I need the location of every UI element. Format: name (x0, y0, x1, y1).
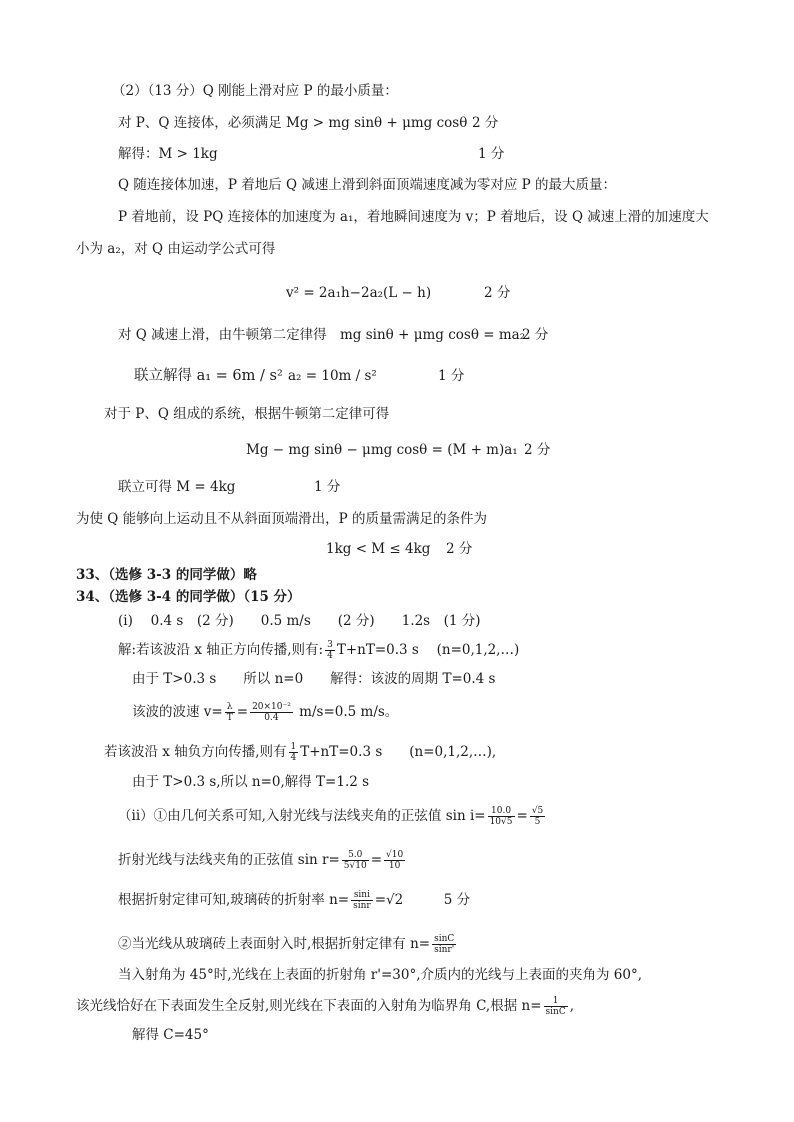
sin-i-line: （ii）①由几何关系可知,入射光线与法线夹角的正弦值 sin i= $\frac{10.0}{10√5}$ = $\frac{√5}{5}$ (118, 806, 544, 827)
fraction-n-ratio: $\frac{\sin i}{\sin r}$ (353, 890, 371, 911)
upper-surface-label: ②当光线从玻璃砖上表面射入时,根据折射定律有 n= (118, 936, 431, 952)
max-mass-heading: Q 随连接体加速，P 着地后 Q 减速上滑到斜面顶端速度减为零对应 P 的最大质量： (118, 177, 617, 193)
total-reflection-label: 该光线恰好在下表面发生全反射,则光线在下表面的入射角为临界角 C,根据 n= (76, 998, 542, 1014)
fraction-sin-i-b: $\frac{√5}{5}$ (531, 806, 544, 827)
question-33: 33、（选修 3-3 的同学做）略 (76, 567, 257, 583)
wave-speed-line: 该波的波速 v= $\frac{\lambda}{T}$ = $\frac{\text{20×10⁻²}}{0.4}$ m/s=0.5 m/s。 (132, 702, 399, 723)
part2-heading: （2）（13 分）Q 刚能上滑对应 P 的最小质量： (112, 83, 398, 99)
score: 2 分 (472, 115, 499, 131)
score: 2 分 (446, 541, 473, 557)
question-34: 34、（选修 3-4 的同学做）（15 分） (76, 589, 301, 605)
sin-r-label: 折射光线与法线夹角的正弦值 sin r= (118, 852, 340, 868)
condition-heading: 为使 Q 能够向上运动且不从斜面顶端滑出，P 的质量需满足的条件为 (76, 511, 488, 527)
score: 1 分 (438, 368, 465, 384)
kinematics-equation: v² = 2a₁h−2a₂(L − h) (286, 285, 432, 301)
solve-a1: 联立解得 a₁ = 6m / s² (134, 368, 283, 384)
score: 1 分 (314, 479, 341, 495)
solve-min-mass: 解得：M > 1kg (118, 146, 218, 162)
negative-direction-equation: T+nT=0.3 s (n=0,1,2,…), (300, 744, 497, 760)
negative-direction-label: 若该波沿 x 轴负方向传播,则有 (104, 744, 287, 760)
refractive-index-line (118, 890, 470, 911)
score: 2 分 (522, 327, 549, 343)
positive-direction-label: 解:若该波沿 x 轴正方向传播,则有: (118, 642, 324, 658)
solve-a2: a₂ = 10m / s² (288, 368, 377, 384)
score: 2 分 (484, 285, 511, 301)
critical-angle-result: 解得 C=45° (132, 1027, 209, 1043)
score: 1 分 (478, 146, 505, 162)
period-positive: 由于 T>0.3 s 所以 n=0 解得：该波的周期 T=0.4 s (132, 671, 496, 687)
condition-line: 对 P、Q 连接体，必须满足 Mg > mg sinθ + μmg cosθ (118, 115, 468, 131)
negative-direction-line (104, 742, 496, 763)
sin-i-label: （ii）①由几何关系可知,入射光线与法线夹角的正弦值 sin i= (118, 808, 486, 824)
fraction-n-ratio-2: $\frac{\sin C}{\sin r'}$ (434, 934, 455, 955)
sin-r-line: 折射光线与法线夹角的正弦值 sin r= $\frac{5.0}{5√10}$ = $\frac{√10}{10}$ (118, 850, 404, 871)
mass-range: 1kg < M ≤ 4kg (326, 541, 431, 557)
wave-speed-label: 该波的波速 v= (132, 704, 223, 720)
refractive-index-label: 根据折射定律可知,玻璃砖的折射率 n= (118, 892, 350, 908)
positive-direction-line (118, 640, 519, 661)
system-heading: 对于 P、Q 组成的系统，根据牛顿第二定律可得 (104, 406, 390, 422)
total-reflection-line: 该光线恰好在下表面发生全反射,则光线在下表面的入射角为临界角 C,根据 n= $\frac{1}{\sin C}$ , (76, 996, 575, 1017)
fraction-sin-r-b: $\frac{√10}{10}$ (386, 850, 404, 871)
setup-line-2: 小为 a₂，对 Q 由运动学公式可得 (76, 241, 276, 257)
solve-max-mass: 联立可得 M = 4kg (118, 479, 236, 495)
period-negative: 由于 T>0.3 s,所以 n=0,解得 T=1.2 s (132, 774, 370, 790)
newton-equation: mg sinθ + μmg cosθ = ma₂ (340, 327, 526, 343)
newton-line-label: 对 Q 减速上滑，由牛顿第二定律得 (118, 327, 327, 343)
system-equation: Mg − mg sinθ − μmg cosθ = (M + m)a₁ (246, 442, 518, 458)
fraction-one-quarter: $\frac{1}{4}$ (290, 742, 297, 763)
fraction-wave-calc: $\frac{\text{20×10⁻²}}{0.4}$ (252, 702, 291, 723)
fraction-lambda-over-t: $\frac{\lambda}{T}$ (226, 702, 233, 723)
refractive-index-result: =√2 5 分 (374, 892, 471, 908)
setup-line-1: P 着地前，设 PQ 连接体的加速度为 a₁，着地瞬间速度为 v；P 着地后，设 Q 减速上滑的加速度大 (118, 209, 709, 225)
part-i-answers: (i) 0.4 s (2 分) 0.5 m/s (2 分) 1.2s (1 分) (118, 613, 481, 629)
upper-surface-line (118, 934, 458, 955)
refraction-angle-line: 当入射角为 45°时,光线在上表面的折射角 r'=30°,介质内的光线与上表面的夹角为 60°, (118, 967, 643, 983)
score: 2 分 (524, 442, 551, 458)
fraction-sin-r-a: $\frac{5.0}{5√10}$ (343, 850, 367, 871)
fraction-three-quarters: $\frac{3}{4}$ (327, 640, 333, 661)
fraction-one-over-sinc: $\frac{1}{\sin C}$ (545, 996, 566, 1017)
fraction-sin-i-a: $\frac{10.0}{10√5}$ (489, 806, 513, 827)
positive-direction-equation: T+nT=0.3 s (n=0,1,2,…) (336, 642, 520, 658)
wave-speed-result: m/s=0.5 m/s。 (299, 704, 399, 720)
